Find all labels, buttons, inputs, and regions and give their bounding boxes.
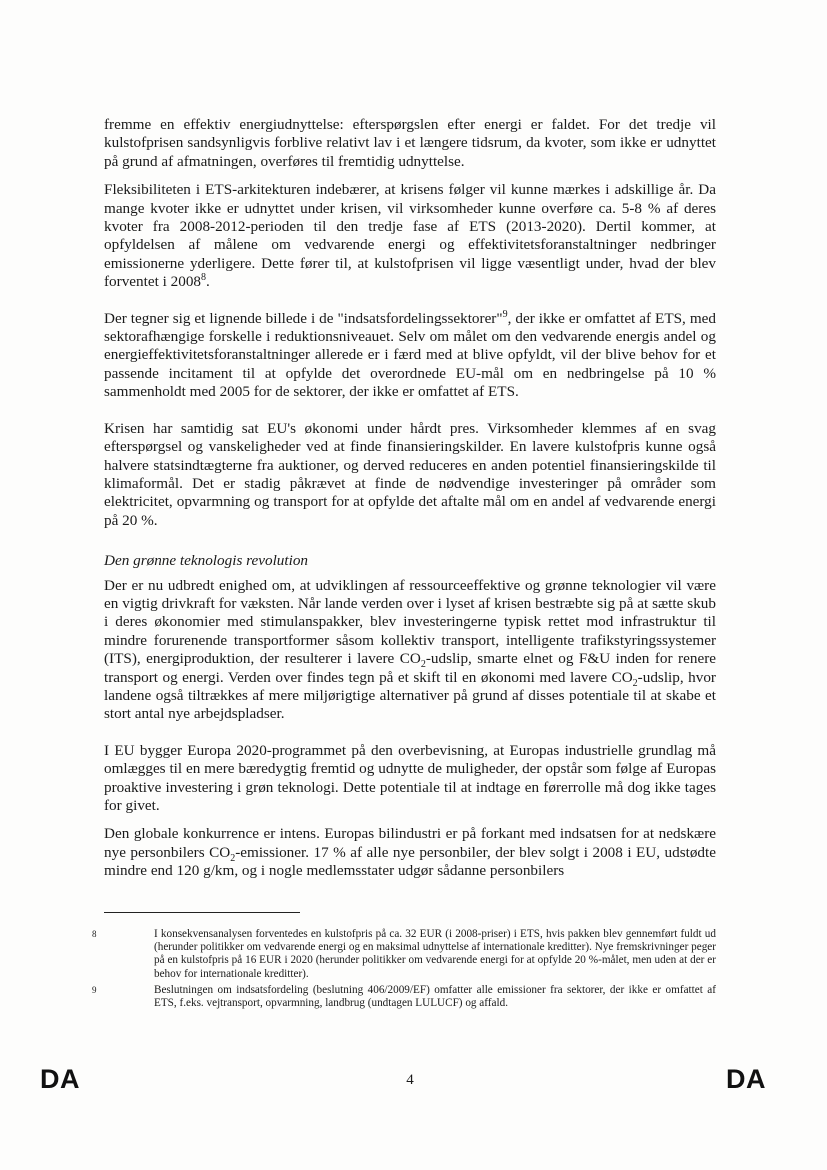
paragraph-2 xyxy=(104,181,716,291)
paragraph-7 xyxy=(104,825,716,880)
footnote-number: 9 xyxy=(92,984,97,995)
body-text xyxy=(104,116,716,891)
paragraph-5-text-c: -udslip, hvor landene også tiltrækkes af mere miljørigtige alternativer på grund af disses potentiale til at skabe et stort antal nye arbejdspladser. xyxy=(104,668,716,723)
paragraph-2-end: . xyxy=(206,273,210,291)
paragraph-3-text-b: , der ikke er omfattet af ETS, med sektorafhængige forskelle i reduktionsniveauet. Selv om målet om den vedvarende energis andel og energieffektivitetsforanstaltninger allerede er i færd med at blive opfyldt, vil der blive behov for et passende incitament til at opfylde det overordnede EU-mål om en nedbringelse på 10 % sammenholdt med 2005 for de sektorer, der ikke er omfattet af ETS. xyxy=(104,309,716,401)
subscript-2: 2 xyxy=(230,852,236,864)
paragraph-7-text-b: -emissioner. 17 % af alle nye personbiler, der blev solgt i 2008 i EU, udstødte mindre end 120 g/km, og i nogle medlemsstater udgør sådanne personbilers xyxy=(104,843,716,880)
paragraph-3-text-a: Der tegner sig et lignende billede i de "indsatsfordelingssektorer" xyxy=(104,309,503,327)
subscript-2: 2 xyxy=(420,659,426,671)
footnote-8 xyxy=(92,928,716,981)
paragraph-6: I EU bygger Europa 2020-programmet på den overbevisning, at Europas industrielle grundlag må omlægges til en mere bæredygtig fremtid og udnytte de muligheder, der opstår som følge af Europas proaktive investering i grøn teknologi. Dette potentiale til at indtage en førerrolle må dog ikke tages for givet. xyxy=(104,741,716,814)
section-heading: Den grønne teknologis revolution xyxy=(104,552,309,570)
subscript-2: 2 xyxy=(632,677,638,689)
paragraph-7-text-a: Den globale konkurrence er intens. Europas bilindustri er på forkant med indsatsen for at nedskære nye personbilers CO xyxy=(104,825,716,861)
footnote-text: I konsekvensanalysen forventedes en kulstofpris på ca. 32 EUR (i 2008-priser) i ETS, hvis pakken blev gennemført fuldt ud (herunder politikker om vedvarende energi og en maksimal udnyttelse af internationale kreditter). Nye fremskrivninger peger på en kulstofpris på 16 EUR i 2020 (herunder politikker om vedvarende energi for at opfylde 20 %-målet, men uden at der er behov for internationale kreditter). xyxy=(154,928,716,980)
paragraph-2-text: Fleksibiliteten i ETS-arkitekturen indebærer, at krisens følger vil kunne mærkes i adskillige år. Da mange kvoter ikke er udnyttet under krisen, vil virksomheder kunne overføre ca. 5-8 % af deres kvoter fra 2008-2012-perioden til den tredje fase af ETS (2013-2020). Dertil kommer, at opfyldelsen af målene om vedvarende energi og effektivitetsforanstaltninger nedbringer emissionerne yderligere. Dette fører til, at kulstofprisen vil ligge væsentligt under, hvad der blev forventet i 2008 xyxy=(104,181,716,291)
footnote-separator xyxy=(104,912,300,913)
footnote-text: Beslutningen om indsatsfordeling (beslutning 406/2009/EF) omfatter alle emissioner fra sektorer, der ikke er omfattet af ETS, f.eks. vejtransport, opvarmning, landbrug (undtagen LULUCF) og affald. xyxy=(154,983,716,1010)
paragraph-5-text-a: Der er nu udbredt enighed om, at udviklingen af ressourceeffektive og grønne teknologier vil være en vigtig drivkraft for væksten. Når lande verden over i lyset af krisen bestræbte sig på at sætte skub i deres økonomier med stimulanspakker, blev investeringerne typisk rettet mod infrastruktur til mindre forurenende transportformer såsom kollektiv transport, intelligente trafikstyringssystemer (ITS), energiproduktion, der resulterer i lavere CO xyxy=(104,576,716,668)
footnote-ref-8[interactable]: 8 xyxy=(201,272,207,284)
paragraph-4: Krisen har samtidig sat EU's økonomi under hårdt pres. Virksomheder klemmes af en svag efterspørgsel og vanskeligheder ved at finde finansieringskilder. En lavere kulstofpris kunne også halvere statsindtægterne fra auktioner, og derved reduceres en anden potentiel finansieringskilde til klimaformål. Det er stadig påkrævet at finde de nødvendige investeringer på områder som elektricitet, opvarmning og transport for at opfylde det aftalte mål om en andel af vedvarende energi på 20 %. xyxy=(104,419,716,529)
language-code-left: DA xyxy=(40,1064,80,1094)
footnote-9 xyxy=(92,983,716,1010)
paragraph-5-text-b: -udslip, smarte elnet og F&U inden for renere transport og energi. Verden over findes tegn på et skift til en økonomi med lavere CO xyxy=(104,650,716,686)
paragraph-3 xyxy=(104,310,716,402)
paragraph-1: fremme en effektiv energiudnyttelse: efterspørgslen efter energi er faldet. For det tredje vil kulstofprisen sandsynligvis forblive relativt lav i et længere tidsrum, da kvoter, som ikke er udnyttet på grund af afmatningen, overføres til fremtidig udnyttelse. xyxy=(104,116,716,170)
page-number: 4 xyxy=(406,1072,414,1088)
paragraph-5 xyxy=(104,577,716,724)
footnotes xyxy=(92,928,716,1013)
footnote-ref-9[interactable]: 9 xyxy=(502,308,508,320)
language-code-right: DA xyxy=(726,1064,766,1094)
footnote-number: 8 xyxy=(92,929,97,939)
